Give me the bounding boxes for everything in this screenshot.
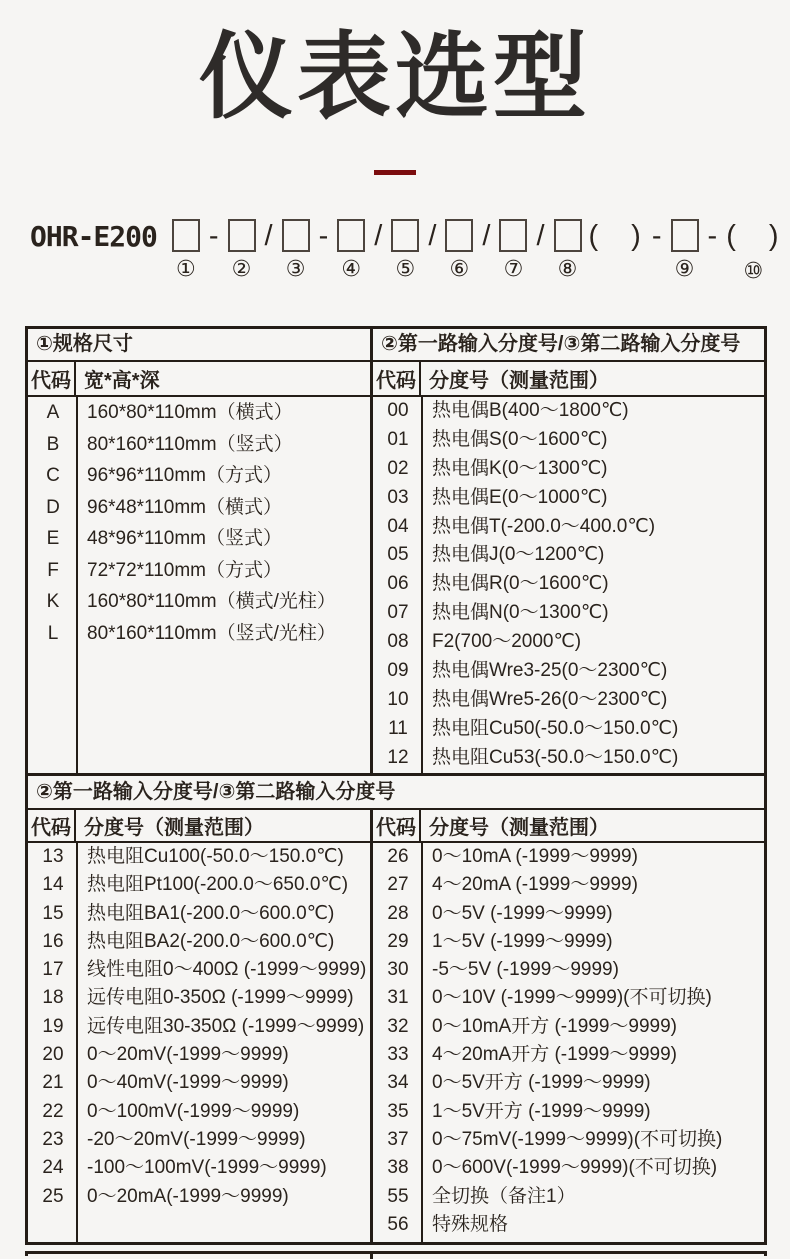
row-desc: 80*160*110mm（竖式） xyxy=(87,433,293,455)
input-range-table-2-right xyxy=(373,810,764,1242)
row-desc: 160*80*110mm（横式） xyxy=(87,402,293,423)
row-desc: 热电阻Cu53(-50.0～150.0℃) xyxy=(432,746,679,768)
paren-placeholder: ( ) xyxy=(588,219,643,252)
row-desc: 热电偶B(400～1800℃) xyxy=(432,400,629,421)
table-row xyxy=(28,1013,370,1041)
model-code-slot xyxy=(445,219,473,281)
table-row xyxy=(28,900,370,928)
row-code: F xyxy=(47,559,59,581)
input-range-header-1: ②第一路输入分度号/③第二路输入分度号 xyxy=(373,329,764,362)
row-desc: 热电偶T(-200.0～400.0℃) xyxy=(432,515,656,537)
size-spec-rows xyxy=(28,397,370,773)
row-desc: 96*48*110mm（横式） xyxy=(87,496,283,518)
row-desc: 48*96*110mm（竖式） xyxy=(87,528,283,549)
row-desc: -100～100mV(-1999～9999) xyxy=(87,1157,327,1179)
row-code: 08 xyxy=(387,631,409,653)
table-row xyxy=(373,541,764,570)
table-row xyxy=(373,715,764,744)
slot-number-label: ③ xyxy=(285,255,306,281)
row-desc: 1～5V (-1999～9999) xyxy=(432,930,613,952)
row-desc: -20～20mV(-1999～9999) xyxy=(87,1128,306,1150)
row-code: 19 xyxy=(42,1015,64,1037)
size-spec-subheader xyxy=(28,362,370,397)
slot-number-label: ① xyxy=(175,255,196,281)
row-code: 30 xyxy=(387,959,409,981)
blank-code-box xyxy=(337,219,365,252)
slot-number-label: ⑩ xyxy=(743,257,764,283)
input-range-subheader-1 xyxy=(373,362,764,397)
row-desc: 热电阻Cu50(-50.0～150.0℃) xyxy=(432,717,679,739)
row-desc: F2(700～2000℃) xyxy=(432,631,582,653)
input-range-table-1 xyxy=(373,329,764,773)
input-range-rows-1 xyxy=(373,397,764,773)
table-row xyxy=(373,686,764,715)
code-separator: - xyxy=(707,219,718,252)
row-code: C xyxy=(46,465,60,486)
model-code-slot xyxy=(554,219,582,281)
table-row xyxy=(373,984,764,1012)
row-desc: 热电偶E(0～1000℃) xyxy=(432,486,608,508)
code-separator: / xyxy=(536,219,545,252)
table-row xyxy=(28,928,370,956)
code-separator: / xyxy=(264,219,273,252)
size-spec-table xyxy=(28,329,373,773)
row-desc: 0～100mV(-1999～9999) xyxy=(87,1100,300,1122)
row-desc: 0～40mV(-1999～9999) xyxy=(87,1072,289,1094)
table-row xyxy=(373,657,764,686)
row-desc: 热电偶K(0～1300℃) xyxy=(432,457,608,479)
input-range-subheader-2-left xyxy=(28,810,370,843)
model-paren-slot xyxy=(726,219,780,283)
table-row xyxy=(373,1183,764,1211)
col-header-code: 代码 xyxy=(373,362,421,395)
table-row xyxy=(28,1126,370,1154)
row-code: 03 xyxy=(387,486,409,508)
row-code: 21 xyxy=(42,1072,64,1094)
table-row xyxy=(373,900,764,928)
table-row xyxy=(373,956,764,984)
row-code: 38 xyxy=(387,1157,409,1179)
code-separator: / xyxy=(428,219,437,252)
table-row xyxy=(28,618,370,650)
col-header-code: 代码 xyxy=(28,362,76,395)
table-row xyxy=(28,956,370,984)
row-code: 33 xyxy=(387,1044,409,1066)
row-code: 15 xyxy=(42,902,64,924)
row-code: 00 xyxy=(387,400,409,421)
table-row xyxy=(28,429,370,461)
table-row xyxy=(373,426,764,455)
row-desc: 160*80*110mm（横式/光柱） xyxy=(87,591,336,612)
code-separator: - xyxy=(208,219,219,252)
input-range-header-2: ②第一路输入分度号/③第二路输入分度号 xyxy=(28,776,764,810)
model-prefix: OHR-E200 xyxy=(30,219,157,253)
input-range-subheader-2-right xyxy=(373,810,764,843)
row-code: 13 xyxy=(42,846,64,867)
blank-code-box xyxy=(445,219,473,252)
row-code: A xyxy=(46,402,60,423)
row-desc: 热电偶R(0～1600℃) xyxy=(432,573,609,595)
table-row xyxy=(28,397,370,429)
row-desc: 0～10mA (-1999～9999) xyxy=(432,846,638,867)
table-row xyxy=(373,1126,764,1154)
table-row xyxy=(373,1154,764,1182)
table-row xyxy=(373,871,764,899)
table-row xyxy=(28,871,370,899)
row-code: 18 xyxy=(42,987,64,1009)
row-desc: 热电阻BA1(-200.0～600.0℃) xyxy=(87,902,335,924)
row-desc: 热电阻Cu100(-50.0～150.0℃) xyxy=(87,846,344,867)
table-row xyxy=(373,1211,764,1239)
row-code: 02 xyxy=(387,457,409,479)
table-row xyxy=(373,843,764,871)
col-header-range: 分度号（测量范围） xyxy=(84,817,264,839)
row-desc: 热电偶Wre5-26(0～2300℃) xyxy=(432,688,668,710)
row-desc: 热电偶S(0～1600℃) xyxy=(432,428,608,450)
table-row xyxy=(28,1041,370,1069)
row-code: 26 xyxy=(387,846,409,867)
code-separator: - xyxy=(651,219,662,252)
slot-number-label: ⑥ xyxy=(449,255,470,281)
row-desc: 特殊规格 xyxy=(432,1213,509,1235)
input-range-table-2-left xyxy=(28,810,373,1242)
row-desc: 0～5V开方 (-1999～9999) xyxy=(432,1072,651,1094)
row-code: 34 xyxy=(387,1072,409,1094)
row-desc: 80*160*110mm（竖式/光柱） xyxy=(87,622,336,644)
row-code: 14 xyxy=(42,874,64,896)
blank-code-box xyxy=(499,219,527,252)
col-header-code: 代码 xyxy=(28,810,76,841)
input-range-table-section-2 xyxy=(25,776,767,1245)
row-code: 31 xyxy=(387,987,409,1009)
row-desc: 0～20mA(-1999～9999) xyxy=(87,1185,289,1207)
col-header-range: 分度号（测量范围） xyxy=(429,817,609,839)
model-code-slot xyxy=(499,219,527,281)
table-row xyxy=(373,1041,764,1069)
row-code: 27 xyxy=(387,874,409,896)
table-row xyxy=(373,484,764,513)
row-code: 01 xyxy=(387,428,409,450)
row-desc: 0～75mV(-1999～9999)(不可切换) xyxy=(432,1128,723,1150)
model-code-slot xyxy=(391,219,419,281)
slot-number-label: ⑦ xyxy=(503,255,524,281)
row-code: 29 xyxy=(387,930,409,952)
row-desc: 4～20mA开方 (-1999～9999) xyxy=(432,1044,677,1066)
row-desc: 72*72*110mm（方式） xyxy=(87,559,283,581)
row-desc: 热电偶Wre3-25(0～2300℃) xyxy=(432,660,668,682)
table-row xyxy=(28,1154,370,1182)
table-row xyxy=(373,628,764,657)
row-code: 32 xyxy=(387,1015,409,1037)
spec-table-section-1 xyxy=(25,326,767,776)
model-code-line xyxy=(30,219,790,283)
row-code: K xyxy=(46,591,60,612)
blank-code-box xyxy=(671,219,699,252)
table-row xyxy=(373,928,764,956)
row-code: 04 xyxy=(387,515,409,537)
table-row xyxy=(28,1183,370,1211)
blank-code-box xyxy=(172,219,200,252)
row-desc: 线性电阻0～400Ω (-1999～9999) xyxy=(87,959,367,981)
table-row xyxy=(28,555,370,587)
row-code: 56 xyxy=(387,1213,409,1235)
row-desc: 热电偶J(0～1200℃) xyxy=(432,544,605,566)
model-paren-slot xyxy=(589,219,643,283)
row-desc: 0～10mA开方 (-1999～9999) xyxy=(432,1015,677,1037)
title-underline-dash xyxy=(374,170,416,175)
row-desc: 0～600V(-1999～9999)(不可切换) xyxy=(432,1157,718,1179)
row-code: 23 xyxy=(42,1128,64,1150)
row-code: 06 xyxy=(387,573,409,595)
slot-number-label: ② xyxy=(231,255,252,281)
row-desc: 热电阻Pt100(-200.0～650.0℃) xyxy=(87,874,349,896)
model-code-slot xyxy=(337,219,365,281)
row-code: E xyxy=(46,528,60,549)
row-code: 24 xyxy=(42,1157,64,1179)
row-code: 22 xyxy=(42,1100,64,1122)
slot-number-label: ⑤ xyxy=(395,255,416,281)
table-row xyxy=(28,1069,370,1097)
table-row xyxy=(373,744,764,773)
table-row xyxy=(28,492,370,524)
table-row xyxy=(373,1069,764,1097)
col-header-code: 代码 xyxy=(373,810,421,841)
row-code: 25 xyxy=(42,1185,64,1207)
row-code: 09 xyxy=(387,660,409,682)
row-code: D xyxy=(46,496,60,518)
blank-code-box xyxy=(282,219,310,252)
table-row xyxy=(28,586,370,618)
row-code: 07 xyxy=(387,602,409,624)
blank-code-box xyxy=(554,219,582,252)
col-header-dimensions: 宽*高*深 xyxy=(84,370,160,392)
row-code: 55 xyxy=(387,1185,409,1207)
col-header-range: 分度号（测量范围） xyxy=(429,370,609,392)
table-row xyxy=(28,523,370,555)
table-row xyxy=(28,1098,370,1126)
table-row xyxy=(373,455,764,484)
table-row xyxy=(373,1098,764,1126)
table-row xyxy=(373,513,764,542)
row-desc: 远传电阻0-350Ω (-1999～9999) xyxy=(87,987,354,1009)
row-code: L xyxy=(47,622,59,644)
code-separator: / xyxy=(374,219,383,252)
row-code: 28 xyxy=(387,902,409,924)
model-code-slot xyxy=(671,219,699,281)
row-desc: 远传电阻30-350Ω (-1999～9999) xyxy=(87,1015,365,1037)
row-code: 10 xyxy=(387,688,409,710)
input-range-rows-2-right xyxy=(373,843,764,1242)
table-row xyxy=(28,843,370,871)
row-desc: -5～5V (-1999～9999) xyxy=(432,959,619,981)
row-code: 11 xyxy=(388,717,408,739)
slot-number-label: ④ xyxy=(341,255,362,281)
row-code: B xyxy=(46,433,60,455)
row-desc: 0～20mV(-1999～9999) xyxy=(87,1044,289,1066)
blank-code-box xyxy=(391,219,419,252)
table-row xyxy=(373,570,764,599)
slot-number-label: ⑧ xyxy=(557,255,578,281)
row-code: 05 xyxy=(387,544,409,566)
row-desc: 全切换（备注1） xyxy=(432,1185,576,1207)
page-title: 仪表选型 xyxy=(198,24,591,129)
row-desc: 4～20mA (-1999～9999) xyxy=(432,874,638,896)
row-desc: 0～10V (-1999～9999)(不可切换) xyxy=(432,987,712,1009)
row-code: 20 xyxy=(42,1044,64,1066)
code-separator: / xyxy=(482,219,491,252)
row-code: 12 xyxy=(387,746,409,768)
next-section-cutoff xyxy=(25,1251,767,1256)
size-spec-header: ①规格尺寸 xyxy=(28,329,370,362)
paren-placeholder: ( ) xyxy=(726,219,781,252)
row-desc: 0～5V (-1999～9999) xyxy=(432,902,613,924)
table-row xyxy=(373,599,764,628)
code-separator: - xyxy=(318,219,329,252)
blank-code-box xyxy=(228,219,256,252)
row-desc: 96*96*110mm（方式） xyxy=(87,465,283,486)
row-desc: 热电偶N(0～1300℃) xyxy=(432,602,609,624)
table-row xyxy=(28,460,370,492)
row-code: 17 xyxy=(42,959,64,981)
row-desc: 热电阻BA2(-200.0～600.0℃) xyxy=(87,930,335,952)
model-code-slot xyxy=(282,219,310,281)
table-row xyxy=(28,984,370,1012)
model-code-slot xyxy=(228,219,256,281)
model-code-slot xyxy=(172,219,200,281)
table-row xyxy=(373,1013,764,1041)
row-code: 37 xyxy=(387,1128,409,1150)
row-desc: 1～5V开方 (-1999～9999) xyxy=(432,1100,651,1122)
table-row xyxy=(373,397,764,426)
slot-number-label: ⑨ xyxy=(674,255,695,281)
row-code: 16 xyxy=(42,930,64,952)
input-range-rows-2-left xyxy=(28,843,370,1242)
row-code: 35 xyxy=(387,1100,409,1122)
